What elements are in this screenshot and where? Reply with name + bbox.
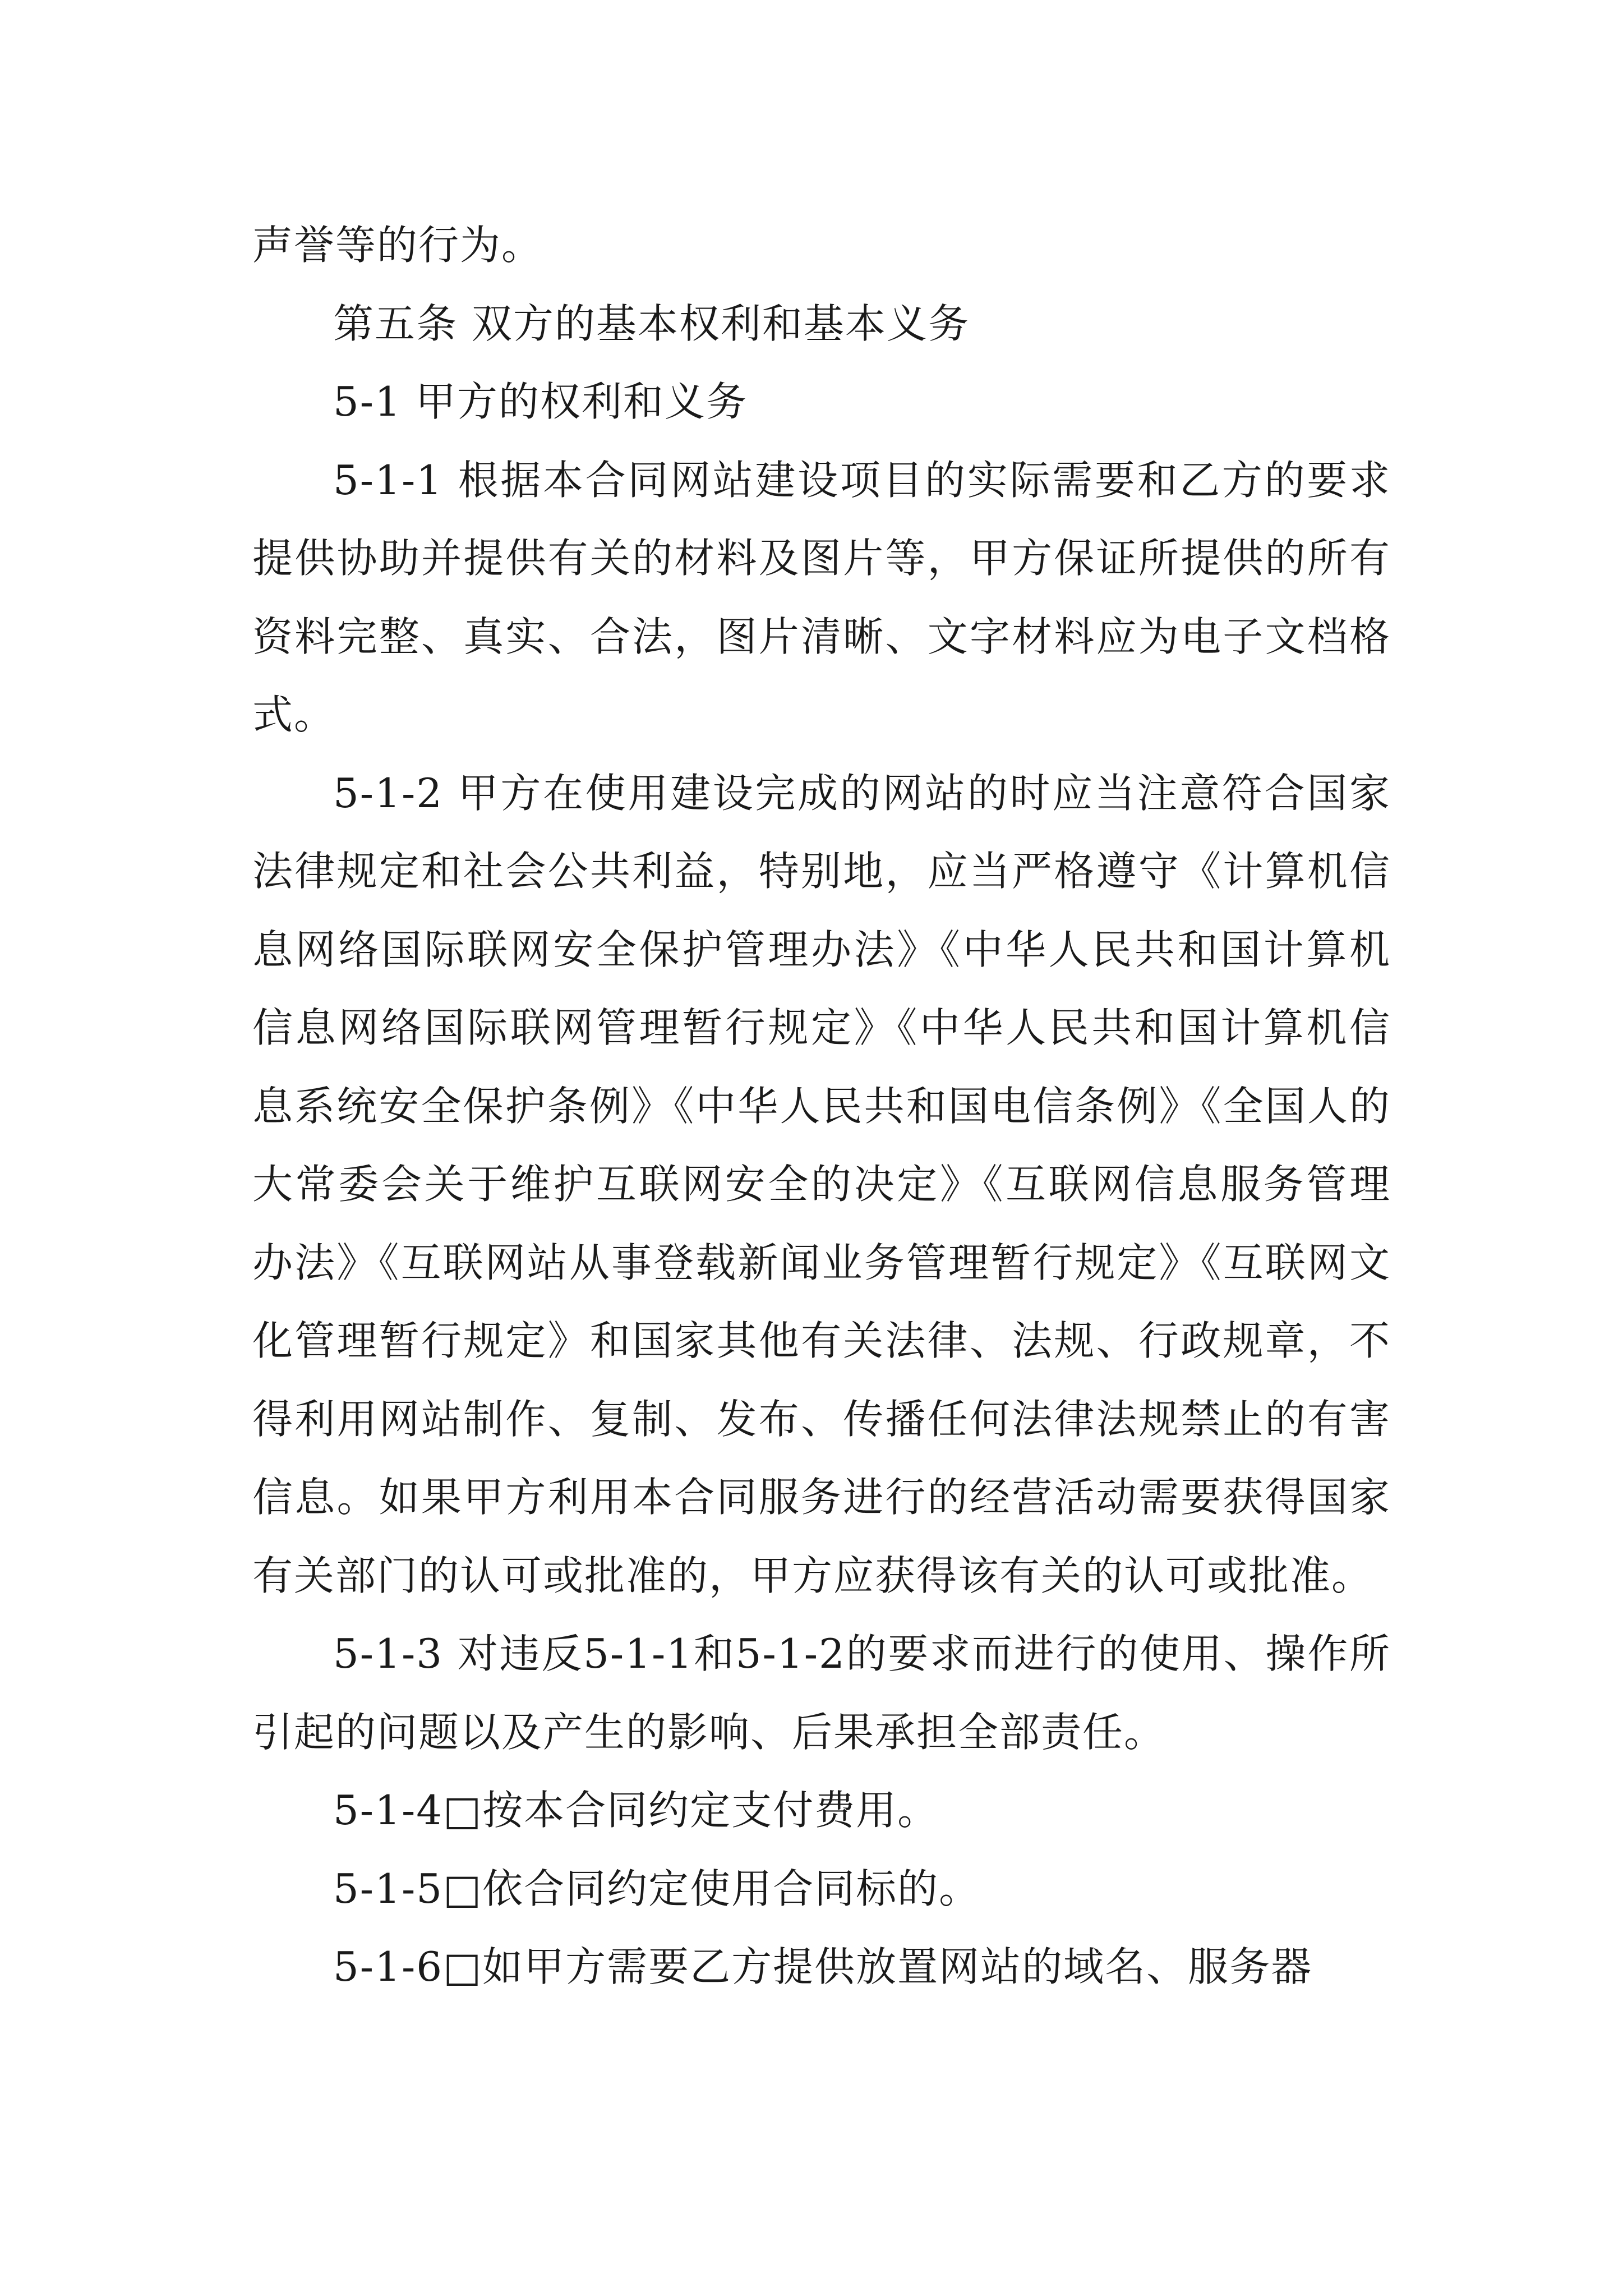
- clause-5-1-2: 5-1-2 甲方在使用建设完成的网站的时应当注意符合国家法律规定和社会公共利益，特别地，应当严格遵守《计算机信息网络国际联网安全保护管理办法》《中华人民共和国计算机信息网络国际联网管理暂行规定》《中华人民共和国计算机信息系统安全保护条例》《中华人民共和国电信条例》《全国人的大常委会关于维护互联网安全的决定》《互联网信息服务管理办法》《互联网站从事登载新闻业务管理暂行规定》《互联网文化管理暂行规定》和国家其他有关法律、法规、行政规章，不得利用网站制作、复制、发布、传播任何法律法规禁止的有害信息。如果甲方利用本合同服务进行的经营活动需要获得国家有关部门的认可或批准的，甲方应获得该有关的认可或批准。: [252, 769, 1391, 1599]
- document-body: [252, 206, 1391, 2007]
- clause-5-1-6: 5-1-6□如甲方需要乙方提供放置网站的域名、服务器: [333, 1943, 1313, 1990]
- clause-5-1-5: 5-1-5□依合同约定使用合同标的。: [333, 1865, 981, 1912]
- article-heading: 第五条 双方的基本权利和基本义务: [333, 300, 970, 347]
- clause-5-1-4: 5-1-4□按本合同约定支付费用。: [333, 1787, 939, 1834]
- clause-5-1-1: 5-1-1 根据本合同网站建设项目的实际需要和乙方的要求提供协助并提供有关的材料及图片等，甲方保证所提供的所有资料完整、真实、合法，图片清晰、文字材料应为电子文档格式。: [252, 456, 1391, 738]
- clause-5-1-3: 5-1-3 对违反5-1-1和5-1-2的要求而进行的使用、操作所引起的问题以及产生的影响、后果承担全部责任。: [252, 1630, 1391, 1756]
- section-heading: 5-1 甲方的权利和义务: [333, 378, 748, 425]
- paragraph-continuation: 声誉等的行为。: [252, 222, 543, 269]
